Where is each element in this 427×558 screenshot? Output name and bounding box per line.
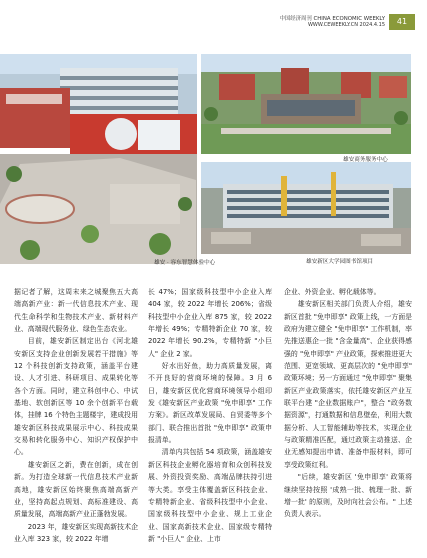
article-paragraph: 雄安新区之新，费在创新，成在创新。为打造全球新一代信息技术产业新高地，雄安新区始终聚焦高端高新产业，坚持高起点规划、高标准建设、高质量发展，高端高新产业正蓬勃发展。 xyxy=(14,460,138,519)
article-paragraph: 据记者了解，这周末来之城聚焦五大高端高新产业：新一代信息技术产业、现代生命科学和生物技术产业、新材料产业、高端现代服务业、绿色生态农业。 xyxy=(14,288,138,334)
article-paragraph: 好水出好鱼，助力高质量发展，离不开良好的营商环境的保障。3 月 6 日，雄安新区优化营商环境领导小组印发《雄安新区产业政策 "免申即享" 工作方案》。新区改革发展局、自贸委等多个部门、联合推出首批 "免申即享" 政策申报清单。 xyxy=(148,362,272,445)
photo-business-service-center-illustration xyxy=(201,54,411,154)
article-paragraph: 清单内共包括 54 项政策，涵盖雄安新区科技企业孵化器培育和众创科技发展、外资投资奖励、高端品牌扶持引进等大类。享受主体覆盖新区科技企业、专精特新企业、省级科技型中小企业、国家级科技型中小企业、规上工业企业、国家高新技术企业、国家级专精特新 "小巨人" 企业、上市 xyxy=(148,448,272,543)
page-number-badge: 41 xyxy=(389,14,415,30)
magazine-title: 中国经济周刊 CHINA ECONOMIC WEEKLY xyxy=(279,16,385,22)
article-paragraph: 2023 年，雄安新区实现高新技术企业入库 323 家，较 2022 年增 xyxy=(14,522,138,543)
caption-university-library: 雄安新区大学园图书馆项目 xyxy=(306,259,374,265)
magazine-website-date: WWW.CEWEEKLY.CN 2024.4.15 xyxy=(307,22,385,28)
article-paragraph: "后续，雄安新区 '免申即享' 政策将继续坚持按照 '成熟一批、梳理一批、新增一批' 的原则，及时向社会公布。" 上述负责人表示。 xyxy=(284,473,412,519)
article-paragraph: 长 47%；国家级科技型中小企业入库 404 家，较 2022 年增长 206%；省级科技型中小企业入库 875 家，较 2022 年增长 49%；专精特新企业 70 家，较 2022 年增长 90.2%，专精特新 "小巨人" 企业 2 家。 xyxy=(148,288,272,358)
caption-smart-experience-center: 雄安 · 容东智慧体验中心 xyxy=(154,260,216,266)
article-column-3 xyxy=(284,286,412,521)
article-paragraph: 目前，雄安新区制定出台《河北雄安新区支持企业创新发展若干措施》等 12 个科技创新支持政策，涵盖平台建设、人才引进、科研项目、成果转化等各个方面。同时，建立科创中心、中试基地、软创新区等 10 余个创新平台载体，挂牌 16 个特色主题楼宇，建成投用雄安新区科技成果展示中心、科技成果交易和转化服务中心、知识产权保护中心。 xyxy=(14,337,138,457)
article-column-1 xyxy=(14,286,138,545)
caption-business-service-center: 雄安商务服务中心 xyxy=(343,157,388,163)
photo-smart-experience-center xyxy=(0,54,197,264)
article-paragraph: 雄安新区相关部门负责人介绍，雄安新区首批 "免申即享" 政策上线，一方面是政府为建立健全 "免申即享" 工作机制，率先推送惠企一批 "含金量高"、企业获得感强的 "免申即享" 产业政策，探索推进更大范围、更宽领域、更高层次的 "免申即享" 政策环境；另一方面通过 "免申即享" 聚集新区产业政策落实，依托雄安新区产业互联平台建 "企业数据账户"，整合 "政务数据资源"，打通数据和信息壁垒，利用大数据分析、人工智能辅助等技术，实现企业与政策精准匹配，通过政策主动推送、企业无感知提出申请、准备申报材料，即可享受政策红利。 xyxy=(284,300,412,469)
photo-university-library-illustration xyxy=(201,162,411,254)
article-paragraph: 企业、外资企业、孵化载体等。 xyxy=(284,288,381,296)
photo-business-service-center xyxy=(201,54,411,154)
photo-university-library xyxy=(201,162,411,254)
masthead xyxy=(205,14,415,38)
photo-smart-experience-center-illustration xyxy=(0,54,197,264)
article-column-2 xyxy=(148,286,272,545)
